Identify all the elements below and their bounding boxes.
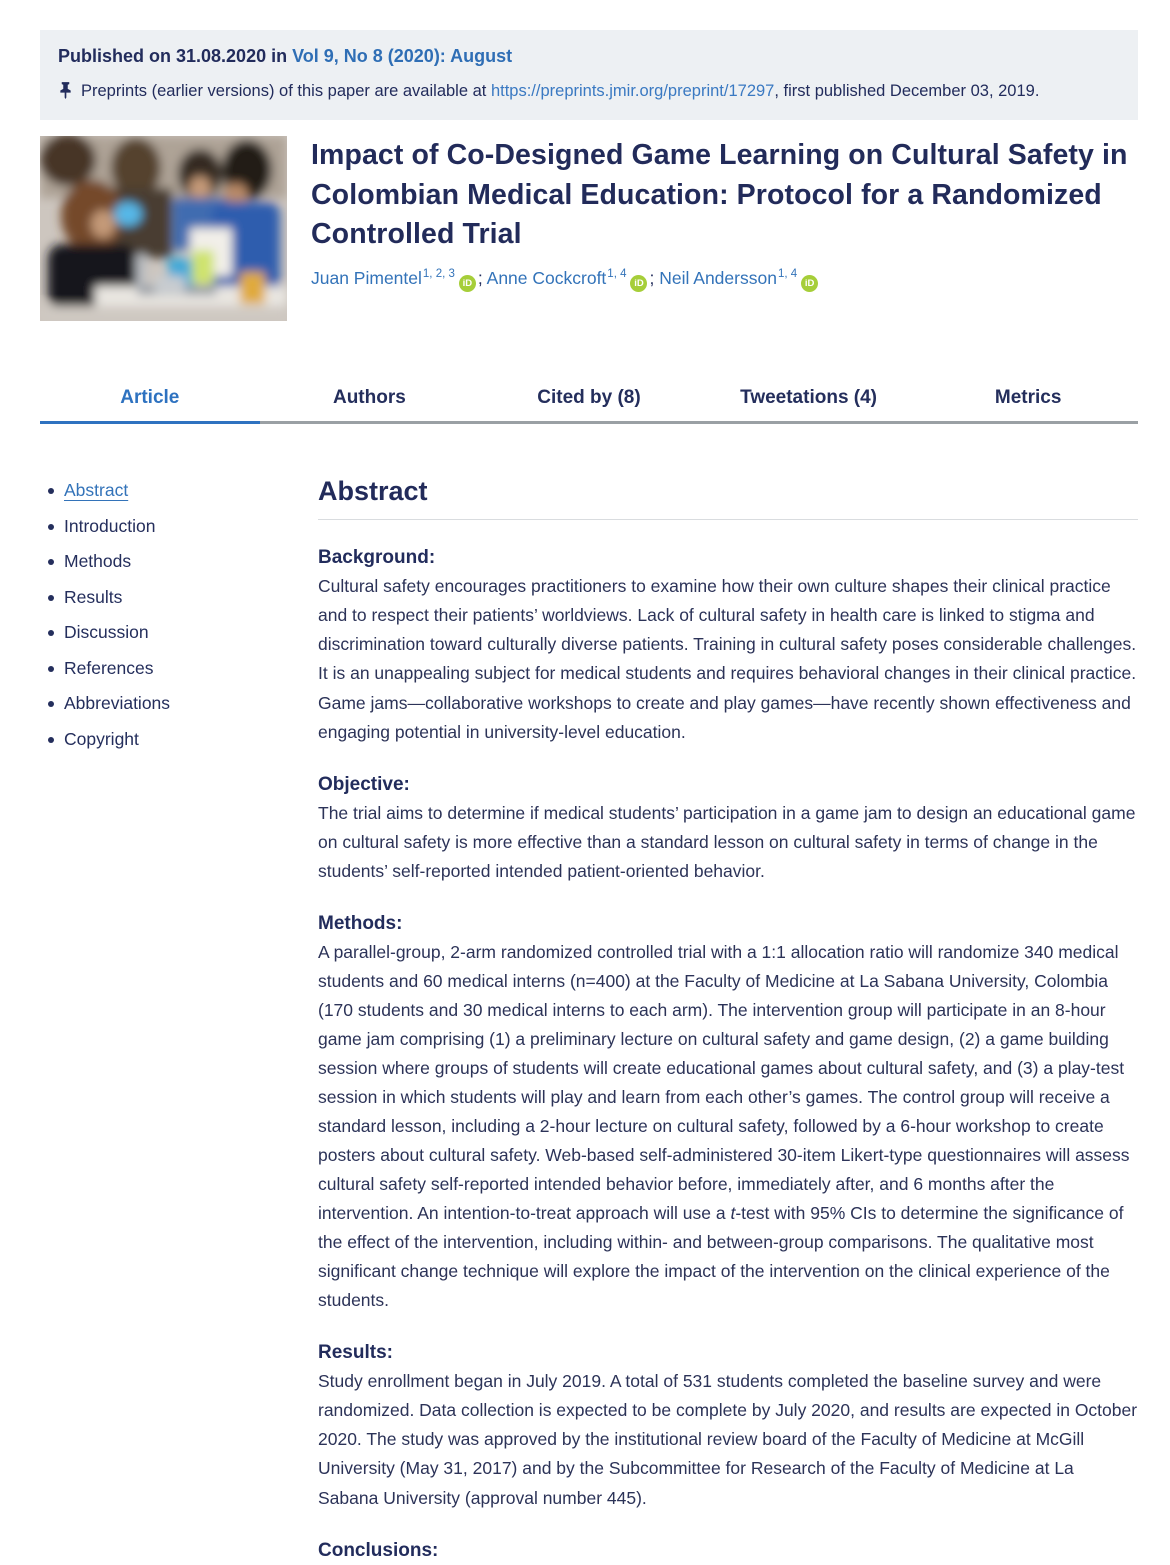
published-line [58, 45, 1120, 68]
toc-item-abbreviations[interactable] [48, 695, 318, 713]
toc-link[interactable]: Abbreviations [64, 693, 171, 714]
preprint-line [58, 80, 1120, 104]
section-objective [318, 774, 1138, 886]
section-paragraph: Study enrollment began in July 2019. A total of 531 students completed the baseline survey and were randomized. Data collection is expected to be complete by July 2020, and results are expected in October 2020. The study was approved by the institutional review board of the Faculty of Medicine at McGill University (May 31, 2017) and by the Subcommittee for Research of the Faculty of Medicine at La Sabana University (approval number 445). [318, 1371, 1138, 1508]
toc-item-references[interactable] [48, 657, 318, 678]
tab-metrics[interactable]: Metrics [994, 387, 1062, 409]
methods-text-pre: A parallel-group, 2-arm randomized controlled trial with a 1:1 allocation ratio will randomize 340 medical students and 60 medical interns (n=400) at the Faculty of Medicine at La Sabana University, Colombia (170 students and 30 medical interns to each arm). The intervention group will participate in an 8-hour game jam comprising (1) a preliminary lecture on cultural safety and game design, (2) a game building session where groups of students will create educational games about cultural safety, and (3) a play-test session in which students will play and learn from each other’s games. The control group will receive a standard lesson, including a 2-hour lecture on cultural safety, followed by a 6-hour workshop to create posters about cultural safety. Web-based self-administered 30-item Likert-type questionnaires will assess cultural safety self-reported intended behavior before, immediately after, and 6 months after the intervention. An intention-to-treat approach will use a [318, 941, 1130, 1224]
author-affiliations: 1, 2, 3 [422, 268, 455, 281]
tab-article[interactable]: Article [40, 381, 260, 421]
section-heading: Background: [318, 547, 436, 569]
toc-link[interactable]: Abstract [64, 480, 129, 501]
methods-italic-t: t [730, 1203, 736, 1224]
author-separator: ; [477, 268, 483, 289]
toc-item-results[interactable] [48, 586, 318, 607]
table-of-contents [40, 476, 318, 1564]
preprint-text [81, 80, 1039, 104]
preprint-url-link[interactable]: https://preprints.jmir.org/preprint/17297 [490, 82, 775, 101]
section-paragraph: The trial aims to determine if medical students’ participation in a game jam to design an educational game on cultural safety is more effective than a standard lesson on cultural safety in terms of change in the students’ self-reported intended patient-oriented behavior. [318, 802, 1136, 881]
section-heading: Results: [318, 1342, 393, 1364]
issue-link[interactable]: Vol 9, No 8 (2020): August [292, 46, 513, 66]
author-link-anne-cockcroft[interactable]: Anne Cockcroft [486, 268, 607, 289]
section-heading: Methods: [318, 912, 403, 934]
article-title: Impact of Co-Designed Game Learning on Cultural Safety in Colombian Medical Education: Protocol for a Randomized Controlled Trial [311, 139, 1128, 250]
section-results [318, 1342, 1138, 1512]
abstract-main [318, 476, 1138, 1564]
methods-text-post: -test with 95% CIs to determine the significance of the effect of the intervention, including within- and between-group comparisons. The qualitative most significant change technique will explore the impact of the intervention on the clinical experience of the students. [318, 1203, 1124, 1311]
orcid-icon[interactable]: iD [801, 275, 818, 292]
toc-link[interactable]: Copyright [64, 728, 139, 749]
toc-link[interactable]: Methods [64, 551, 132, 572]
toc-link[interactable]: References [64, 657, 154, 678]
orcid-icon[interactable]: iD [630, 275, 647, 292]
toc-link[interactable]: Results [64, 586, 123, 607]
preprint-prefix: Preprints (earlier versions) of this paper are available at [81, 82, 491, 101]
article-header [40, 136, 1138, 321]
section-methods [318, 913, 1138, 1316]
authors-line [311, 268, 1138, 292]
toc-link[interactable]: Introduction [64, 515, 156, 536]
section-heading: Conclusions: [318, 1539, 439, 1561]
preprint-suffix: , first published December 03, 2019. [774, 82, 1040, 101]
author-link-neil-andersson[interactable]: Neil Andersson [659, 268, 777, 289]
content-area [40, 476, 1138, 1564]
toc-item-copyright[interactable] [48, 728, 318, 749]
author-affiliations: 1, 4 [607, 268, 627, 281]
article-tabs [40, 381, 1138, 424]
section-heading: Objective: [318, 773, 410, 795]
tab-authors[interactable]: Authors [332, 387, 406, 409]
toc-link[interactable]: Discussion [64, 622, 149, 643]
publication-notice-bar [40, 30, 1138, 120]
section-background [318, 547, 1138, 746]
toc-item-methods[interactable] [48, 553, 318, 571]
tab-tweetations[interactable]: Tweetations (4) [740, 387, 878, 409]
abstract-heading: Abstract [318, 476, 1138, 520]
section-conclusions [318, 1540, 1138, 1562]
author-link-juan-pimentel[interactable]: Juan Pimentel [311, 268, 422, 289]
article-head-text [311, 136, 1138, 321]
section-paragraph: Cultural safety encourages practitioners to examine how their own culture shapes their clinical practice and to respect their patients’ worldviews. Lack of cultural safety in health care is linked to stigma and discrimination toward culturally diverse patients. Training in cultural safety poses considerable challenges. It is an unappealing subject for medical students and requires behavioral changes in their clinical practice. Game jams—collaborative workshops to create and play games—have recently shown effectiveness and engaging potential in university-level education. [318, 576, 1137, 742]
author-affiliations: 1, 4 [777, 268, 798, 281]
section-paragraph [318, 938, 1138, 1316]
toc-item-discussion[interactable] [48, 624, 318, 642]
pushpin-icon [58, 82, 74, 99]
orcid-icon[interactable]: iD [459, 275, 476, 292]
toc-item-introduction[interactable] [48, 515, 318, 536]
published-prefix: Published on 31.08.2020 in [58, 46, 293, 66]
tab-cited-by[interactable]: Cited by (8) [537, 387, 641, 409]
toc-item-abstract[interactable] [48, 482, 318, 500]
author-separator: ; [649, 268, 655, 289]
article-thumbnail-photo [40, 136, 287, 321]
